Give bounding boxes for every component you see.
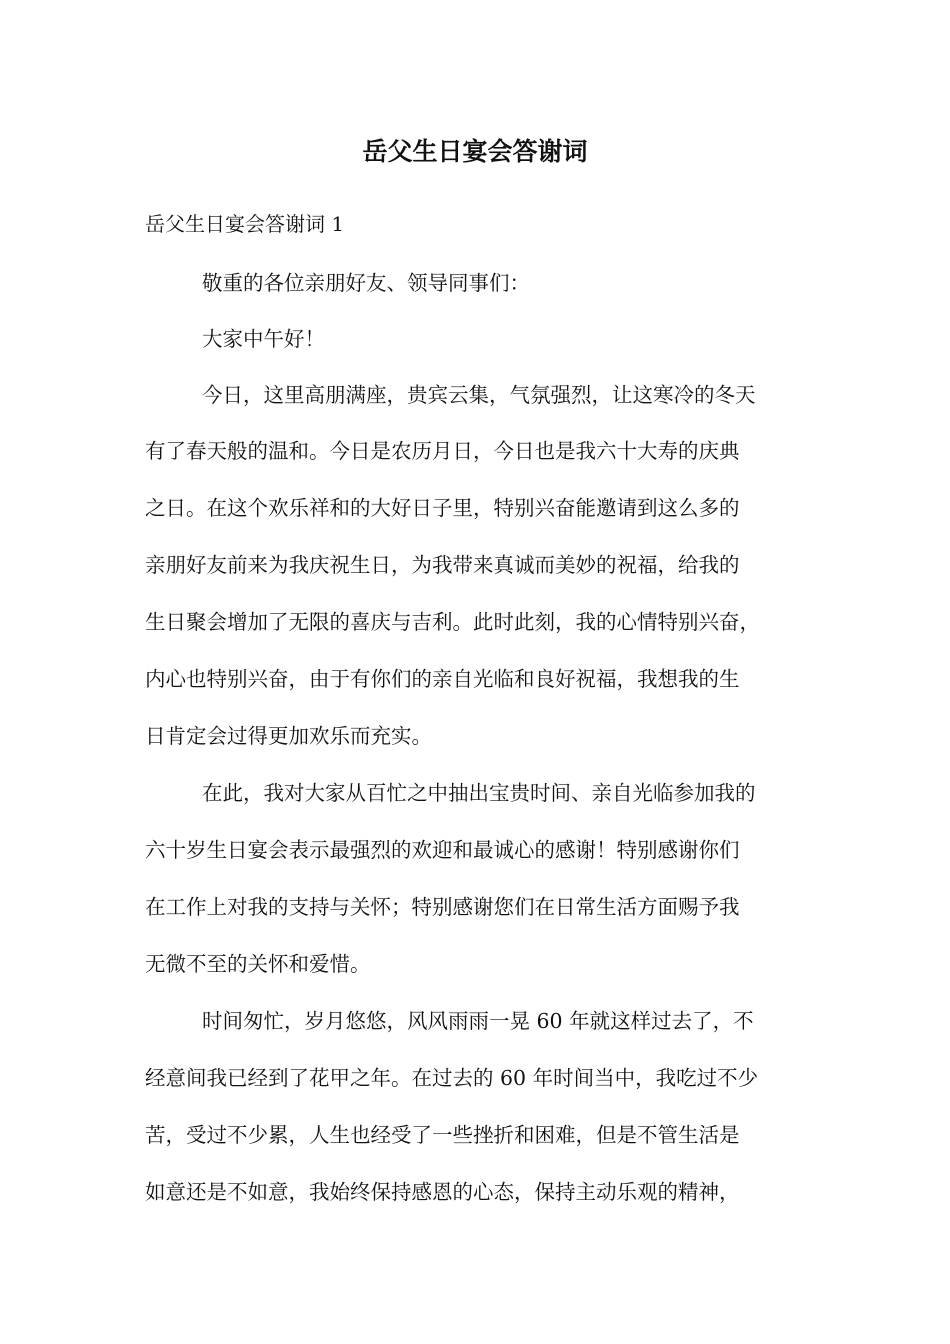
paragraph-line: 有了春天般的温和。今日是农历月日，今日也是我六十大寿的庆典 [145, 439, 740, 463]
salutation-line: 敬重的各位亲朋好友、领导同事们： [202, 271, 530, 295]
paragraph-line: 日肯定会过得更加欢乐而充实。 [145, 724, 432, 748]
paragraph-line: 时间匆忙，岁月悠悠，风风雨雨一晃 60 年就这样过去了，不 [202, 1009, 754, 1033]
paragraph-line: 无微不至的关怀和爱惜。 [145, 952, 371, 976]
greeting-line: 大家中午好！ [202, 327, 325, 351]
paragraph-line: 六十岁生日宴会表示最强烈的欢迎和最诚心的感谢！特别感谢你们 [145, 838, 740, 862]
paragraph-line: 之日。在这个欢乐祥和的大好日子里，特别兴奋能邀请到这么多的 [145, 496, 740, 520]
section-heading: 岳父生日宴会答谢词 1 [145, 212, 345, 236]
paragraph-line: 内心也特别兴奋，由于有你们的亲自光临和良好祝福，我想我的生 [145, 667, 740, 691]
paragraph-line: 在此，我对大家从百忙之中抽出宝贵时间、亲自光临参加我的 [202, 781, 756, 805]
paragraph-line: 苦，受过不少累，人生也经受了一些挫折和困难，但是不管生活是 [145, 1123, 740, 1147]
paragraph-line: 亲朋好友前来为我庆祝生日，为我带来真诚而美妙的祝福，给我的 [145, 553, 740, 577]
paragraph-line: 在工作上对我的支持与关怀；特别感谢您们在日常生活方面赐予我 [145, 895, 740, 919]
paragraph-line: 生日聚会增加了无限的喜庆与吉利。此时此刻，我的心情特别兴奋， [145, 610, 760, 634]
paragraph-line: 经意间我已经到了花甲之年。在过去的 60 年时间当中，我吃过不少 [145, 1066, 759, 1090]
paragraph-line: 今日，这里高朋满座，贵宾云集，气氛强烈，让这寒冷的冬天 [202, 383, 756, 407]
document-title: 岳父生日宴会答谢词 [362, 137, 588, 166]
paragraph-line: 如意还是不如意，我始终保持感恩的心态，保持主动乐观的精神， [145, 1180, 740, 1204]
